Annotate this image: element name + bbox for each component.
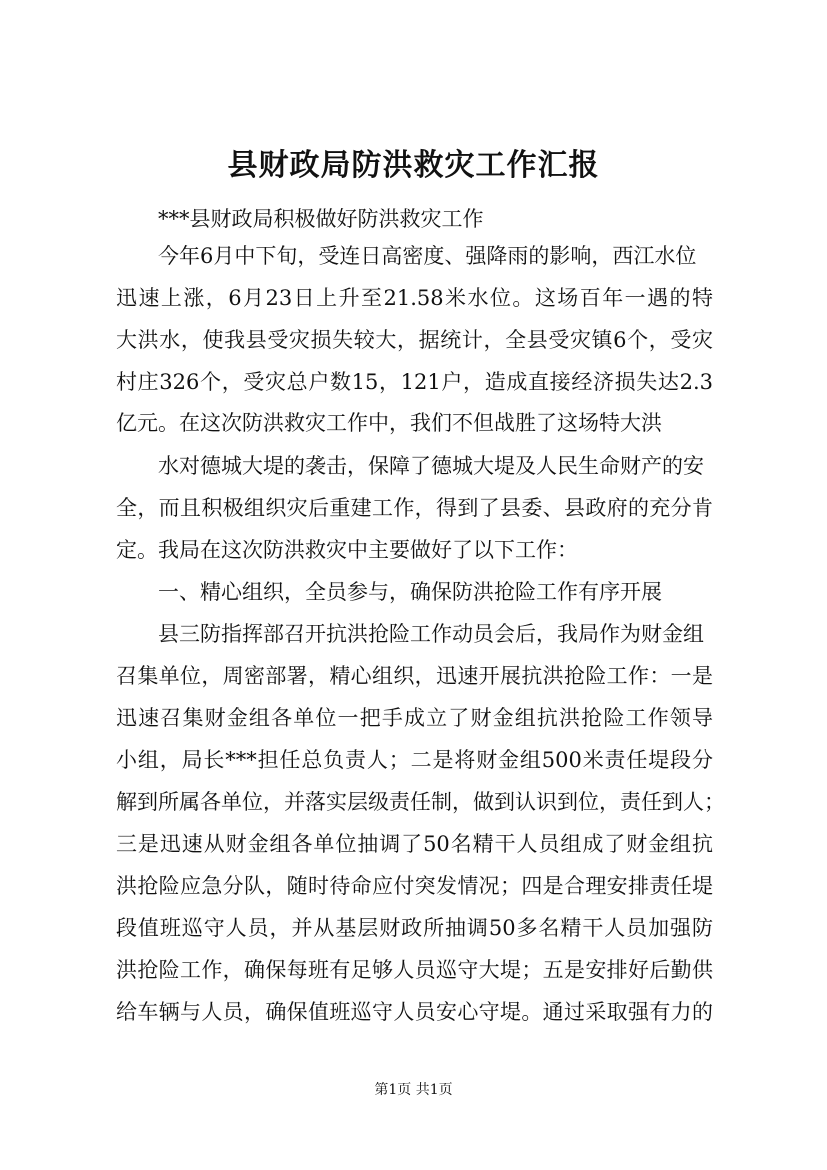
- page-footer: 第1页 共1页: [374, 1082, 453, 1098]
- paragraph-line: 亿元。在这次防洪救灾工作中，我们不但战胜了这场特大洪: [116, 411, 662, 435]
- paragraph-line: 大洪水，使我县受灾损失较大，据统计，全县受灾镇6个，受灾: [116, 328, 713, 352]
- paragraph-line: 召集单位，周密部署，精心组织，迅速开展抗洪抢险工作：一是: [116, 664, 713, 688]
- subtitle-line: ***县财政局积极做好防洪救灾工作: [158, 207, 484, 231]
- paragraph-line: 村庄326个，受灾总户数15，121户，造成直接经济损失达2.3: [116, 370, 713, 394]
- paragraph-line: 段值班巡守人员，并从基层财政所抽调50多名精干人员加强防: [116, 916, 713, 940]
- paragraph-line: 水对德城大堤的袭击，保障了德城大堤及人民生命财产的安: [158, 454, 704, 478]
- paragraph-line: 洪抢险工作，确保每班有足够人员巡守大堤；五是安排好后勤供: [116, 958, 713, 982]
- paragraph-line: 全，而且积极组织灾后重建工作，得到了县委、县政府的充分肯: [116, 496, 713, 520]
- paragraph-line: 三是迅速从财金组各单位抽调了50名精干人员组成了财金组抗: [116, 832, 713, 856]
- document-title: 县财政局防洪救灾工作汇报: [227, 148, 600, 183]
- paragraph-line: 解到所属各单位，并落实层级责任制，做到认识到位，责任到人；: [116, 790, 725, 814]
- paragraph-line: 县三防指挥部召开抗洪抢险工作动员会后，我局作为财金组: [158, 622, 704, 646]
- paragraph-line: 小组，局长***担任总负责人；二是将财金组500米责任堤段分: [116, 748, 713, 772]
- section-heading: 一、精心组织，全员参与，确保防洪抢险工作有序开展: [158, 580, 662, 604]
- paragraph-line: 迅速召集财金组各单位一把手成立了财金组抗洪抢险工作领导: [116, 706, 713, 730]
- paragraph-line: 今年6月中下旬，受连日高密度、强降雨的影响，西江水位: [158, 244, 697, 268]
- paragraph-line: 给车辆与人员，确保值班巡守人员安心守堤。通过采取强有力的: [116, 1000, 713, 1024]
- paragraph-line: 洪抢险应急分队，随时待命应付突发情况；四是合理安排责任堤: [116, 874, 713, 898]
- paragraph-line: 定。我局在这次防洪救灾中主要做好了以下工作：: [116, 538, 578, 562]
- paragraph-line: 迅速上涨，6月23日上升至21.58米水位。这场百年一遇的特: [116, 286, 713, 310]
